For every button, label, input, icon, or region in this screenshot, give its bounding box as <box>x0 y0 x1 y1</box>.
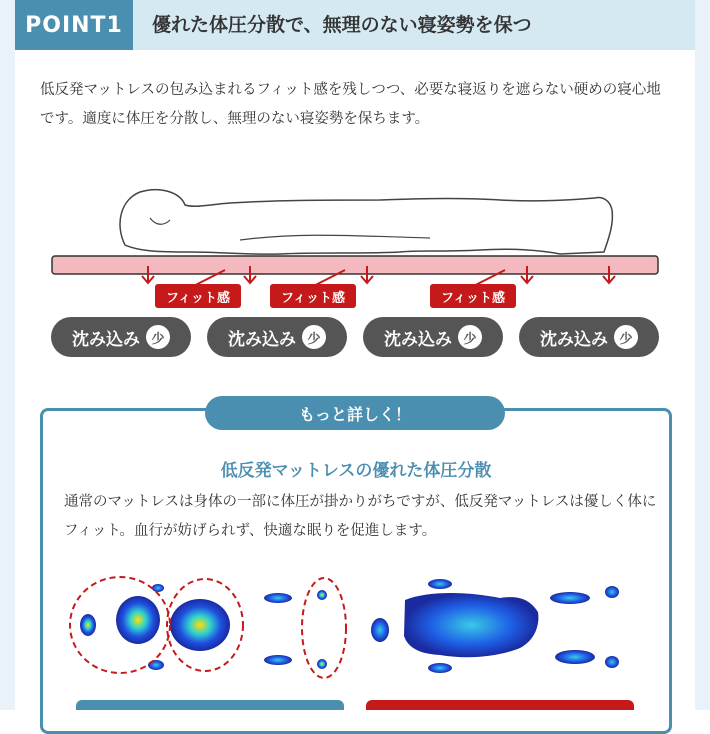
sink-level-icon: 少 <box>146 325 170 349</box>
section-title: 優れた体圧分散で、無理のない寝姿勢を保つ <box>152 14 532 36</box>
sink-label: 沈み込み <box>228 329 296 350</box>
sink-label: 沈み込み <box>384 329 452 350</box>
sink-level-icon: 少 <box>614 325 638 349</box>
intro-text: 低反発マットレスの包み込まれるフィット感を残しつつ、必要な寝返りを遮らない硬めの寝心地です。適度に体圧を分散し、無理のない寝姿勢を保ちます。 <box>40 82 661 127</box>
pressure-map-illustration <box>60 570 660 680</box>
sink-pill <box>519 317 659 357</box>
sink-pill <box>207 317 347 357</box>
mattress-bar <box>52 256 658 274</box>
detail-title: 低反発マットレスの優れた体圧分散 <box>220 461 492 481</box>
compare-tab-low-rebound <box>366 700 634 710</box>
sink-level-icon: 少 <box>458 325 482 349</box>
sink-level-icon: 少 <box>302 325 326 349</box>
fit-tag: フィット感 <box>270 284 356 308</box>
sink-label: 沈み込み <box>540 329 608 350</box>
pressure-map-normal <box>70 577 346 678</box>
fit-tag: フィット感 <box>430 284 516 308</box>
sink-pill <box>363 317 503 357</box>
fit-tag: フィット感 <box>155 284 241 308</box>
body-outline-icon <box>120 190 612 255</box>
sink-pill <box>51 317 191 357</box>
detail-label[interactable]: もっと詳しく！ <box>205 396 505 430</box>
pressure-map-low-rebound <box>371 579 619 673</box>
point-badge: POINT1 <box>15 0 133 50</box>
detail-text: 通常のマットレスは身体の一部に体圧が掛かりがちですが、低反発マットレスは優しく体にフィット。血行が妨げられず、快適な眠りを促進します。 <box>64 494 657 539</box>
compare-tab-normal <box>76 700 344 710</box>
sink-label: 沈み込み <box>72 329 140 350</box>
